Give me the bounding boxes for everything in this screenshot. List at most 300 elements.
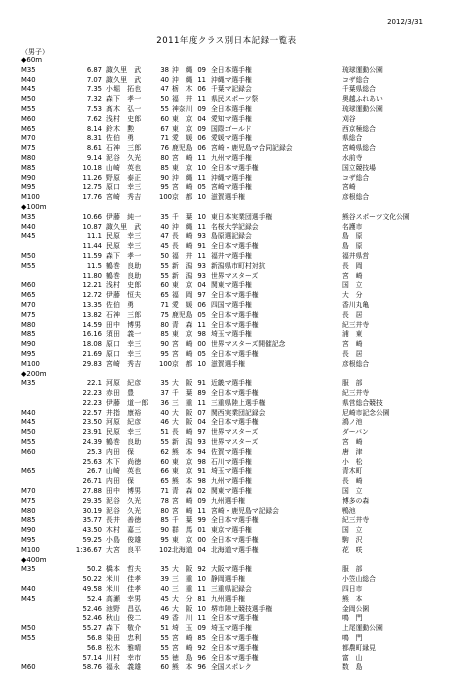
meet-cell: 全日本マ選手権 <box>211 349 259 358</box>
record-cell: 7.32 <box>86 95 102 104</box>
prefecture-cell: 東 京 <box>172 457 193 466</box>
athlete-name-cell: 小堀 拓也 <box>106 85 142 94</box>
year-cell: 05 <box>197 183 206 192</box>
prefecture-cell: 京 都 <box>172 193 193 202</box>
class-cell: M45 <box>21 232 36 241</box>
venue-cell: 奥越ふれあい <box>342 95 383 104</box>
meet-cell: 世界マスターズ開催記念 <box>211 340 286 349</box>
record-cell: 8.14 <box>86 124 102 133</box>
class-cell: M35 <box>21 565 36 574</box>
age-cell: 36 <box>160 398 169 407</box>
athlete-name-cell: 小島 俊雄 <box>106 536 142 545</box>
record-row <box>0 458 453 468</box>
prefecture-cell: 大 阪 <box>172 604 193 613</box>
class-cell: M100 <box>21 359 40 368</box>
record-cell: 11.1 <box>86 232 102 241</box>
record-cell: 23.50 <box>82 418 102 427</box>
record-cell: 58.76 <box>82 663 102 672</box>
record-row <box>0 565 453 575</box>
record-row <box>0 125 453 135</box>
record-cell: 11.59 <box>82 251 102 260</box>
meet-cell: 宮崎・鹿児島マ記録会 <box>211 506 279 515</box>
prefecture-cell: 大 阪 <box>172 379 193 388</box>
year-cell: 81 <box>197 594 206 603</box>
record-cell: 11.44 <box>82 242 102 251</box>
venue-cell: 富 山 <box>342 653 363 662</box>
record-cell: 25.3 <box>86 447 102 456</box>
record-row <box>0 634 453 644</box>
record-row <box>0 487 453 497</box>
venue-cell: 金岡公園 <box>342 604 370 613</box>
venue-cell: 鳴 門 <box>342 614 363 623</box>
venue-cell: 浦 東 <box>342 330 363 339</box>
athlete-name-cell: 諏久里 武 <box>106 222 142 231</box>
record-cell: 17.76 <box>82 193 102 202</box>
athlete-name-cell: 原口 幸三 <box>106 349 142 358</box>
meet-cell: 全日本マ選手権 <box>211 516 259 525</box>
record-row <box>0 232 453 242</box>
record-cell: 43.50 <box>82 526 102 535</box>
record-cell: 52.46 <box>82 614 102 623</box>
athlete-name-cell: 民原 幸三 <box>106 428 142 437</box>
record-row <box>0 154 453 164</box>
class-cell: M100 <box>21 545 40 554</box>
prefecture-cell: 長 崎 <box>172 232 193 241</box>
athlete-name-cell: 井指 康裕 <box>106 408 142 417</box>
meet-cell: 滋賀選手権 <box>211 193 245 202</box>
class-cell: M55 <box>21 438 36 447</box>
meet-cell: 全日本マ選手権 <box>211 536 259 545</box>
record-cell: 25.63 <box>82 457 102 466</box>
athlete-name-cell: 石神 三郎 <box>106 144 142 153</box>
venue-cell: 服 部 <box>342 379 363 388</box>
meet-cell: 全日本マ選手権 <box>211 320 259 329</box>
year-cell: 09 <box>197 124 206 133</box>
venue-cell: 国 立 <box>342 281 363 290</box>
class-cell: M60 <box>21 447 36 456</box>
year-cell: 11 <box>197 398 206 407</box>
age-cell: 95 <box>160 536 169 545</box>
record-cell: 55.27 <box>82 624 102 633</box>
age-cell: 90 <box>160 526 169 535</box>
record-cell: 21.69 <box>82 349 102 358</box>
year-cell: 10 <box>197 575 206 584</box>
record-row <box>0 301 453 311</box>
meet-cell: 島原選記録会 <box>211 232 252 241</box>
age-cell: 50 <box>160 251 169 260</box>
class-cell: M45 <box>21 594 36 603</box>
venue-cell: 花 咲 <box>342 545 363 554</box>
record-row <box>0 272 453 282</box>
meet-cell: 滋賀選手権 <box>211 359 245 368</box>
meet-cell: 関西実業団記録会 <box>211 408 266 417</box>
class-cell: M70 <box>21 134 36 143</box>
venue-cell: 長 岡 <box>342 261 363 270</box>
prefecture-cell: 東 京 <box>172 330 193 339</box>
year-cell: 91 <box>197 242 206 251</box>
year-cell: 01 <box>197 526 206 535</box>
year-cell: 91 <box>197 467 206 476</box>
class-cell: M95 <box>21 183 36 192</box>
record-cell: 29.83 <box>82 359 102 368</box>
prefecture-cell: 愛 媛 <box>172 134 193 143</box>
record-row <box>0 144 453 154</box>
athlete-name-cell: 田中 博男 <box>106 487 142 496</box>
year-cell: 05 <box>197 310 206 319</box>
athlete-name-cell: 福永 義雄 <box>106 663 142 672</box>
athlete-name-cell: 内田 保 <box>106 477 135 486</box>
age-cell: 55 <box>160 634 169 643</box>
meet-cell: 全国スポレク <box>211 663 252 672</box>
year-cell: 11 <box>197 320 206 329</box>
record-cell: 7.62 <box>86 114 102 123</box>
athlete-name-cell: 民原 幸三 <box>106 232 142 241</box>
record-cell: 11.80 <box>82 271 102 280</box>
venue-cell: 熊 本 <box>342 594 363 603</box>
record-row <box>0 174 453 184</box>
prefecture-cell: 埼 玉 <box>172 624 193 633</box>
meet-cell: 沖縄マ選手権 <box>211 75 252 84</box>
year-cell: 98 <box>197 477 206 486</box>
age-cell: 75 <box>160 310 169 319</box>
venue-cell: コザ総合 <box>342 173 370 182</box>
record-cell: 7.53 <box>86 104 102 113</box>
class-cell: M85 <box>21 330 36 339</box>
class-cell: M50 <box>21 624 36 633</box>
year-cell: 06 <box>197 134 206 143</box>
record-cell: 29.35 <box>82 496 102 505</box>
record-cell: 7.07 <box>86 75 102 84</box>
record-cell: 22.57 <box>82 408 102 417</box>
prefecture-cell: 大 阪 <box>172 565 193 574</box>
record-row <box>0 644 453 654</box>
meet-cell: 全日本マ選手権 <box>211 291 259 300</box>
year-cell: 89 <box>197 389 206 398</box>
record-row <box>0 350 453 360</box>
athlete-name-cell: 高瀬 幸男 <box>106 594 142 603</box>
record-cell: 27.88 <box>82 487 102 496</box>
record-cell: 24.39 <box>82 438 102 447</box>
class-cell: M75 <box>21 144 36 153</box>
athlete-name-cell: 森下 孝一 <box>106 251 142 260</box>
year-cell: 11 <box>197 506 206 515</box>
record-cell: 50.2 <box>86 565 102 574</box>
record-cell: 52.4 <box>86 594 102 603</box>
meet-cell: 近畿マ選手権 <box>211 379 252 388</box>
meet-cell: 新潟県市町村対抗 <box>211 261 266 270</box>
record-cell: 22.23 <box>82 398 102 407</box>
venue-cell: 県総合 <box>342 134 363 143</box>
venue-cell: 琉球運動公園 <box>342 104 383 113</box>
record-row <box>0 448 453 458</box>
record-cell: 13.82 <box>82 310 102 319</box>
meet-cell: 九州マ選手権 <box>211 153 252 162</box>
meet-cell: 石川マ選手権 <box>211 457 252 466</box>
venue-cell: 香川丸亀 <box>342 300 370 309</box>
prefecture-cell: 熊 本 <box>172 663 193 672</box>
prefecture-cell: 大 分 <box>172 594 193 603</box>
venue-cell: 宮崎 <box>342 183 356 192</box>
record-row <box>0 164 453 174</box>
record-row <box>0 536 453 546</box>
athlete-name-cell: 泥谷 久光 <box>106 153 142 162</box>
document-title: 2011年度クラス別日本記録一覧表 <box>156 36 297 46</box>
event-heading <box>0 556 453 566</box>
prefecture-cell: 宮 崎 <box>172 153 193 162</box>
record-row <box>0 213 453 223</box>
meet-cell: 関東マ選手権 <box>211 487 252 496</box>
venue-cell: 宮崎県総合 <box>342 144 376 153</box>
athlete-name-cell: 大宮 良平 <box>106 545 142 554</box>
venue-cell: 西京極総合 <box>342 124 376 133</box>
prefecture-cell: 東 京 <box>172 124 193 133</box>
class-cell: M45 <box>21 85 36 94</box>
class-cell: M60 <box>21 663 36 672</box>
record-row <box>0 467 453 477</box>
record-row <box>0 624 453 634</box>
record-cell: 8.61 <box>86 144 102 153</box>
record-cell: 26.71 <box>82 477 102 486</box>
record-cell: 16.16 <box>82 330 102 339</box>
athlete-name-cell: 佐伯 勇 <box>106 134 135 143</box>
record-row <box>0 379 453 389</box>
venue-cell: 紀三井寺 <box>342 389 370 398</box>
year-cell: 11 <box>197 251 206 260</box>
prefecture-cell: 沖 縄 <box>172 75 193 84</box>
athlete-name-cell: 木村 嘉三 <box>106 526 142 535</box>
prefecture-cell: 沖 縄 <box>172 222 193 231</box>
athlete-name-cell: 内田 保 <box>106 447 135 456</box>
prefecture-cell: 東 京 <box>172 163 193 172</box>
year-cell: 06 <box>197 85 206 94</box>
athlete-name-cell: 田中 博男 <box>106 320 142 329</box>
year-cell: 09 <box>197 496 206 505</box>
year-cell: 07 <box>197 408 206 417</box>
record-cell: 11.5 <box>86 261 102 270</box>
event-heading <box>0 56 453 66</box>
athlete-name-cell: 民原 幸三 <box>106 242 142 251</box>
venue-cell: 千葉県総合 <box>342 85 376 94</box>
prefecture-cell: 鹿児島 <box>172 144 193 153</box>
athlete-name-cell: 染田 忠利 <box>106 634 142 643</box>
venue-cell: 宮 崎 <box>342 271 363 280</box>
class-cell: M90 <box>21 173 36 182</box>
prefecture-cell: 東 京 <box>172 281 193 290</box>
athlete-name-cell: 山崎 英也 <box>106 467 142 476</box>
year-cell: 98 <box>197 457 206 466</box>
meet-cell: 宮崎・鹿児島マ合同記録会 <box>211 144 293 153</box>
meet-cell: 全日本選手権 <box>211 65 252 74</box>
event-name: ◆400m <box>21 555 47 564</box>
record-row <box>0 340 453 350</box>
venue-cell: 博多の森 <box>342 496 370 505</box>
age-cell: 55 <box>160 104 169 113</box>
prefecture-cell: 長 崎 <box>172 428 193 437</box>
record-cell: 10.87 <box>82 222 102 231</box>
venue-cell: 四日市 <box>342 585 363 594</box>
athlete-name-cell: 松木 雅晴 <box>106 643 142 652</box>
venue-cell: 長 居 <box>342 349 363 358</box>
record-row <box>0 428 453 438</box>
venue-cell: 彦根総合 <box>342 359 370 368</box>
age-cell: 71 <box>160 134 169 143</box>
class-cell: M80 <box>21 320 36 329</box>
year-cell: 93 <box>197 261 206 270</box>
class-cell: M35 <box>21 65 36 74</box>
athlete-name-cell: 米川 佳孝 <box>106 575 142 584</box>
record-row <box>0 183 453 193</box>
prefecture-cell: 東 京 <box>172 114 193 123</box>
age-cell: 35 <box>160 379 169 388</box>
record-row <box>0 242 453 252</box>
class-cell: M40 <box>21 585 36 594</box>
meet-cell: 愛媛マ選手権 <box>211 134 252 143</box>
record-row <box>0 663 453 673</box>
athlete-name-cell: 須田 義一 <box>106 330 142 339</box>
meet-cell: 全日本マ選手権 <box>211 614 259 623</box>
age-cell: 85 <box>160 516 169 525</box>
prefecture-cell: 北海道 <box>172 545 193 554</box>
venue-cell: 唐 津 <box>342 447 363 456</box>
record-row <box>0 223 453 233</box>
record-row <box>0 605 453 615</box>
venue-cell: 紀三井寺 <box>342 320 370 329</box>
meet-cell: 世界マスターズ <box>211 428 259 437</box>
age-cell: 62 <box>160 447 169 456</box>
group-label: （男子） <box>21 48 49 56</box>
record-cell: 59.25 <box>82 536 102 545</box>
athlete-name-cell: 米川 佳孝 <box>106 585 142 594</box>
class-cell: M95 <box>21 536 36 545</box>
venue-cell: 福井県営 <box>342 251 370 260</box>
athlete-name-cell: 鶴巻 良助 <box>106 438 142 447</box>
class-cell: M90 <box>21 340 36 349</box>
year-cell: 11 <box>197 75 206 84</box>
athlete-name-cell: 宮崎 秀吉 <box>106 359 142 368</box>
class-cell: M60 <box>21 114 36 123</box>
class-cell: M80 <box>21 153 36 162</box>
record-row <box>0 85 453 95</box>
prefecture-cell: 鹿児島 <box>172 310 193 319</box>
year-cell: 94 <box>197 447 206 456</box>
record-row <box>0 291 453 301</box>
age-cell: 100 <box>159 193 172 202</box>
record-cell: 50.22 <box>82 575 102 584</box>
year-cell: 97 <box>197 291 206 300</box>
venue-cell: 島 原 <box>342 232 363 241</box>
record-row <box>0 438 453 448</box>
record-row <box>0 418 453 428</box>
age-cell: 65 <box>160 477 169 486</box>
prefecture-cell: 愛 媛 <box>172 300 193 309</box>
record-cell: 23.91 <box>82 428 102 437</box>
venue-cell: 鳴 門 <box>342 634 363 643</box>
age-cell: 40 <box>160 222 169 231</box>
class-cell: M50 <box>21 95 36 104</box>
record-row <box>0 477 453 487</box>
venue-cell: 小 松 <box>342 457 363 466</box>
class-cell: M90 <box>21 526 36 535</box>
age-cell: 51 <box>160 428 169 437</box>
year-cell: 04 <box>197 114 206 123</box>
venue-cell: 島 原 <box>342 242 363 251</box>
meet-cell: 国際ゴールド <box>211 124 252 133</box>
meet-cell: 静岡選手権 <box>211 575 245 584</box>
athlete-name-cell: 伊藤 恒夫 <box>106 291 142 300</box>
venue-cell: ダーバン <box>342 428 369 437</box>
meet-cell: 佐賀マ選手権 <box>211 447 252 456</box>
venue-cell: 宮 崎 <box>342 340 363 349</box>
age-cell: 102 <box>159 545 172 554</box>
class-cell: M100 <box>21 193 40 202</box>
athlete-name-cell: 伊藤 純一 <box>106 212 142 221</box>
year-cell: 09 <box>197 104 206 113</box>
year-cell: 09 <box>197 65 206 74</box>
class-cell: M85 <box>21 163 36 172</box>
meet-cell: 全日本マ選手権 <box>211 310 259 319</box>
meet-cell: 全日本マ選手権 <box>211 634 259 643</box>
athlete-name-cell: 浅村 史郎 <box>106 114 142 123</box>
age-cell: 60 <box>160 457 169 466</box>
venue-cell: 長 居 <box>342 310 363 319</box>
athlete-name-cell: 諏久里 武 <box>106 65 142 74</box>
year-cell: 02 <box>197 487 206 496</box>
year-cell: 97 <box>197 428 206 437</box>
prefecture-cell: 群 馬 <box>172 526 193 535</box>
venue-cell: 国 立 <box>342 526 363 535</box>
record-row <box>0 409 453 419</box>
age-cell: 90 <box>160 340 169 349</box>
athlete-name-cell: 鶴巻 良助 <box>106 271 142 280</box>
athlete-name-cell: 長井 善徳 <box>106 516 142 525</box>
prefecture-cell: 三 重 <box>172 398 193 407</box>
record-row <box>0 330 453 340</box>
year-cell: 06 <box>197 144 206 153</box>
year-cell: 10 <box>197 212 206 221</box>
record-row <box>0 585 453 595</box>
meet-cell: 全日本選手権 <box>211 104 252 113</box>
meet-cell: 全日本マ選手権 <box>211 389 259 398</box>
prefecture-cell: 千 葉 <box>172 516 193 525</box>
event-name: ◆200m <box>21 369 47 378</box>
year-cell: 04 <box>197 281 206 290</box>
athlete-name-cell: 秋山 俊二 <box>106 614 142 623</box>
venue-cell: 名護市 <box>342 222 363 231</box>
record-cell: 26.7 <box>86 467 102 476</box>
meet-cell: 九州マ選手権 <box>211 477 252 486</box>
age-cell: 39 <box>160 575 169 584</box>
year-cell: 93 <box>197 232 206 241</box>
record-list <box>0 56 453 673</box>
venue-cell: 都農町縁見 <box>342 643 376 652</box>
meet-cell: 関東マ選手権 <box>211 281 252 290</box>
class-cell: M70 <box>21 300 36 309</box>
meet-cell: 三重県陸上選手権 <box>211 398 266 407</box>
meet-cell: 大阪マ選手権 <box>211 565 252 574</box>
prefecture-cell: 熊 本 <box>172 477 193 486</box>
age-cell: 37 <box>160 389 169 398</box>
record-row <box>0 95 453 105</box>
prefecture-cell: 栃 木 <box>172 85 193 94</box>
athlete-name-cell: 浅村 史郎 <box>106 281 142 290</box>
meet-cell: 埼玉マ選手権 <box>211 624 252 633</box>
record-cell: 9.14 <box>86 153 102 162</box>
meet-cell: 全日本マ選手権 <box>211 643 259 652</box>
athlete-name-cell: 森下 敬介 <box>106 624 142 633</box>
meet-cell: 県民スポーツ祭 <box>211 95 259 104</box>
prefecture-cell: 熊 本 <box>172 447 193 456</box>
age-cell: 47 <box>160 85 169 94</box>
